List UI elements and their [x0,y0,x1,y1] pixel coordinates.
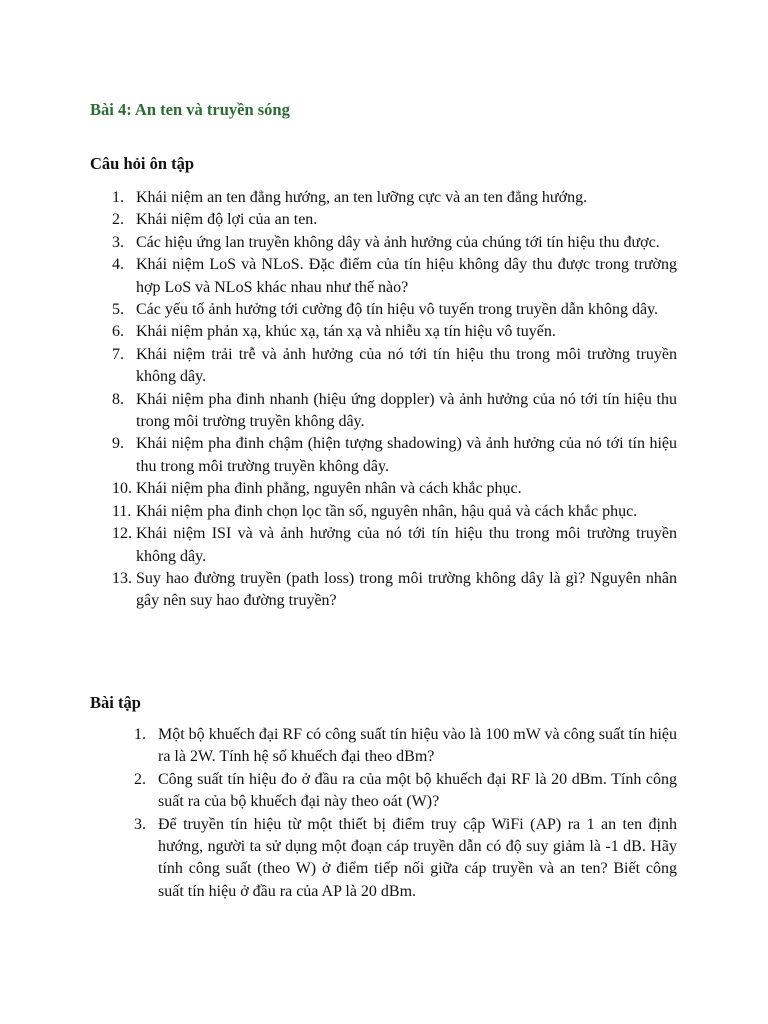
review-question-text: Các yếu tố ảnh hưởng tới cường độ tín hiệu vô tuyến trong truyền dẫn không dây. [136,301,659,319]
review-question-text: Khái niệm pha đinh nhanh (hiệu ứng doppler) và ảnh hưởng của nó tới tín hiệu thu trong môi trường truyền không dây. [136,390,677,431]
exercise-item-text: Để truyền tín hiệu từ một thiết bị điểm truy cập WiFi (AP) ra 1 an ten định hướng, người ta sử dụng một đoạn cáp truyền dẫn có độ suy giảm là -1 dB. Hãy tính công suất (theo W) ở điểm tiếp nối giữa cáp truyền và an ten? Biết công suất tín hiệu ở đầu ra của AP là 20 dBm. [158,815,677,900]
review-question-list [112,187,677,613]
review-question-text: Các hiệu ứng lan truyền không dây và ảnh hưởng của chúng tới tín hiệu thu được. [136,233,660,251]
exercise-item-number: 1. [134,726,146,743]
review-question-number: 11. [112,502,132,520]
review-question [112,501,677,523]
review-question-text: Khái niệm phản xạ, khúc xạ, tán xạ và nhiễu xạ tín hiệu vô tuyến. [136,323,556,341]
review-question-text: Khái niệm pha đinh chọn lọc tần số, nguyên nhân, hậu quả và cách khắc phục. [136,502,638,520]
review-question-number: 6. [112,323,124,341]
exercise-item [134,814,677,904]
review-question [112,232,677,254]
review-question [112,299,677,321]
review-question-number: 12. [112,525,132,543]
exercise-item-text: Một bộ khuếch đại RF có công suất tín hiệu vào là 100 mW và công suất tín hiệu ra là 2W. Tính hệ số khuếch đại theo dBm? [158,726,677,766]
review-question-number: 3. [112,233,124,251]
review-question-text: Suy hao đường truyền (path loss) trong môi trường không dây là gì? Nguyên nhân gây nên suy hao đường truyền? [136,569,677,610]
review-question-text: Khái niệm LoS và NLoS. Đặc điểm của tín hiệu không dây thu được trong trường hợp LoS và NLoS khác nhau như thế nào? [136,256,677,296]
review-question [112,187,677,209]
review-question-number: 8. [112,390,124,408]
review-question-number: 2. [112,211,124,229]
review-question-number: 1. [112,189,124,206]
review-question-text: Khái niệm pha đinh phẳng, nguyên nhân và cách khắc phục. [136,480,522,498]
review-question-number: 4. [112,256,124,274]
review-question-number: 10. [112,480,132,498]
review-question-number: 7. [112,345,124,363]
review-question [112,254,677,299]
review-question [112,433,677,478]
review-question-number: 5. [112,301,124,319]
review-question-text: Khái niệm trải trễ và ảnh hưởng của nó tới tín hiệu thu trong môi trường truyền không dây. [136,345,677,386]
exercise-item-text: Công suất tín hiệu đo ở đầu ra của một bộ khuếch đại RF là 20 dBm. Tính công suất ra của bộ khuếch đại này theo oát (W)? [158,770,677,811]
review-question [112,478,677,500]
review-question-text: Khái niệm pha đinh chậm (hiện tượng shadowing) và ảnh hưởng của nó tới tín hiệu thu trong môi trường truyền không dây. [136,435,677,475]
exercise-item-number: 3. [134,815,146,833]
review-heading: Câu hỏi ôn tập [90,154,195,173]
review-question [112,321,677,343]
review-question-number: 9. [112,435,124,453]
review-question [112,389,677,434]
review-question-text: Khái niệm ISI và và ảnh hưởng của nó tới tín hiệu thu trong môi trường truyền không dây. [136,525,677,565]
review-question [112,523,677,568]
exercise-item [134,724,677,769]
exercise-item-number: 2. [134,770,146,788]
review-question-number: 13. [112,569,132,587]
exercise-heading: Bài tập [90,693,141,712]
exercise-list [134,724,677,903]
review-question-text: Khái niệm an ten đẳng hướng, an ten lưỡng cực và an ten đẳng hướng. [136,189,588,206]
exercise-item [134,769,677,814]
review-question-text: Khái niệm độ lợi của an ten. [136,211,318,229]
review-question [112,568,677,613]
page-title: Bài 4: An ten và truyền sóng [90,100,290,119]
review-question [112,344,677,389]
review-question [112,209,677,231]
